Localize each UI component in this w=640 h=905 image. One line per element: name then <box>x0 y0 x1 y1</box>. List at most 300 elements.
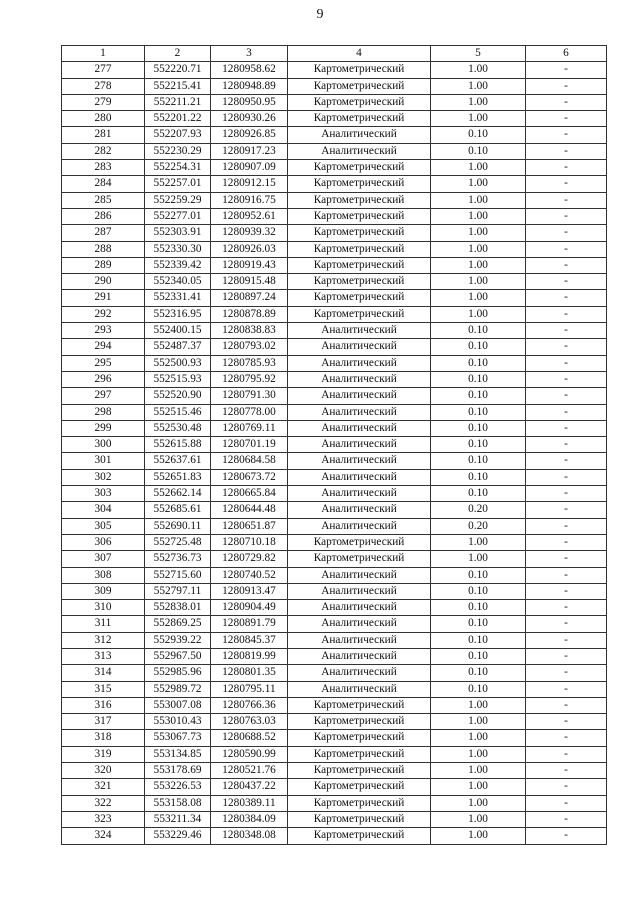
table-row <box>62 811 607 827</box>
table-row <box>62 371 607 387</box>
x-coordinate-cell: 552215.41 <box>145 78 211 94</box>
note-cell: - <box>526 697 607 713</box>
point-number-cell: 286 <box>62 208 145 224</box>
point-number-cell: 283 <box>62 160 145 176</box>
method-cell: Картометрический <box>288 274 431 290</box>
table-row <box>62 160 607 176</box>
y-coordinate-cell: 1280521.76 <box>211 763 288 779</box>
method-cell: Аналитический <box>288 567 431 583</box>
note-cell: - <box>526 160 607 176</box>
accuracy-cell: 0.10 <box>431 583 526 599</box>
note-cell: - <box>526 388 607 404</box>
accuracy-cell: 0.10 <box>431 632 526 648</box>
point-number-cell: 309 <box>62 583 145 599</box>
accuracy-cell: 0.10 <box>431 681 526 697</box>
table-row <box>62 94 607 110</box>
x-coordinate-cell: 552330.30 <box>145 241 211 257</box>
method-cell: Аналитический <box>288 665 431 681</box>
method-cell: Картометрический <box>288 714 431 730</box>
y-coordinate-cell: 1280913.47 <box>211 583 288 599</box>
point-number-cell: 277 <box>62 62 145 78</box>
table-row <box>62 502 607 518</box>
y-coordinate-cell: 1280912.15 <box>211 176 288 192</box>
column-header: 3 <box>211 46 288 62</box>
table-row <box>62 779 607 795</box>
y-coordinate-cell: 1280907.09 <box>211 160 288 176</box>
method-cell: Картометрический <box>288 534 431 550</box>
x-coordinate-cell: 552277.01 <box>145 208 211 224</box>
y-coordinate-cell: 1280948.89 <box>211 78 288 94</box>
accuracy-cell: 1.00 <box>431 714 526 730</box>
accuracy-cell: 1.00 <box>431 746 526 762</box>
note-cell: - <box>526 583 607 599</box>
x-coordinate-cell: 553010.43 <box>145 714 211 730</box>
accuracy-cell: 1.00 <box>431 828 526 844</box>
point-number-cell: 282 <box>62 143 145 159</box>
note-cell: - <box>526 518 607 534</box>
accuracy-cell: 0.10 <box>431 665 526 681</box>
method-cell: Аналитический <box>288 469 431 485</box>
method-cell: Картометрический <box>288 176 431 192</box>
x-coordinate-cell: 552690.11 <box>145 518 211 534</box>
table-row <box>62 306 607 322</box>
accuracy-cell: 0.10 <box>431 648 526 664</box>
point-number-cell: 287 <box>62 225 145 241</box>
table-row <box>62 714 607 730</box>
accuracy-cell: 1.00 <box>431 241 526 257</box>
point-number-cell: 299 <box>62 420 145 436</box>
x-coordinate-cell: 552331.41 <box>145 290 211 306</box>
accuracy-cell: 1.00 <box>431 192 526 208</box>
point-number-cell: 278 <box>62 78 145 94</box>
x-coordinate-cell: 552257.01 <box>145 176 211 192</box>
table-row <box>62 518 607 534</box>
table-row <box>62 665 607 681</box>
method-cell: Аналитический <box>288 355 431 371</box>
method-cell: Аналитический <box>288 323 431 339</box>
point-number-cell: 291 <box>62 290 145 306</box>
table-row <box>62 583 607 599</box>
point-number-cell: 297 <box>62 388 145 404</box>
y-coordinate-cell: 1280939.32 <box>211 225 288 241</box>
note-cell: - <box>526 127 607 143</box>
accuracy-cell: 1.00 <box>431 274 526 290</box>
method-cell: Картометрический <box>288 763 431 779</box>
column-header: 4 <box>288 46 431 62</box>
accuracy-cell: 0.20 <box>431 518 526 534</box>
x-coordinate-cell: 552662.14 <box>145 486 211 502</box>
table-body <box>62 62 607 844</box>
method-cell: Картометрический <box>288 730 431 746</box>
y-coordinate-cell: 1280590.99 <box>211 746 288 762</box>
note-cell: - <box>526 306 607 322</box>
table-row <box>62 420 607 436</box>
method-cell: Аналитический <box>288 339 431 355</box>
point-number-cell: 288 <box>62 241 145 257</box>
method-cell: Картометрический <box>288 697 431 713</box>
y-coordinate-cell: 1280795.11 <box>211 681 288 697</box>
note-cell: - <box>526 339 607 355</box>
method-cell: Картометрический <box>288 208 431 224</box>
accuracy-cell: 1.00 <box>431 176 526 192</box>
y-coordinate-cell: 1280769.11 <box>211 420 288 436</box>
point-number-cell: 323 <box>62 811 145 827</box>
note-cell: - <box>526 225 607 241</box>
y-coordinate-cell: 1280651.87 <box>211 518 288 534</box>
accuracy-cell: 1.00 <box>431 78 526 94</box>
y-coordinate-cell: 1280740.52 <box>211 567 288 583</box>
point-number-cell: 279 <box>62 94 145 110</box>
note-cell: - <box>526 763 607 779</box>
table-row <box>62 257 607 273</box>
accuracy-cell: 0.10 <box>431 355 526 371</box>
point-number-cell: 316 <box>62 697 145 713</box>
table-row <box>62 828 607 844</box>
x-coordinate-cell: 552316.95 <box>145 306 211 322</box>
method-cell: Картометрический <box>288 746 431 762</box>
table-row <box>62 339 607 355</box>
y-coordinate-cell: 1280919.43 <box>211 257 288 273</box>
accuracy-cell: 0.10 <box>431 404 526 420</box>
point-number-cell: 280 <box>62 111 145 127</box>
accuracy-cell: 1.00 <box>431 62 526 78</box>
table-row <box>62 437 607 453</box>
x-coordinate-cell: 552220.71 <box>145 62 211 78</box>
x-coordinate-cell: 552515.46 <box>145 404 211 420</box>
note-cell: - <box>526 290 607 306</box>
point-number-cell: 301 <box>62 453 145 469</box>
accuracy-cell: 1.00 <box>431 208 526 224</box>
method-cell: Аналитический <box>288 404 431 420</box>
method-cell: Картометрический <box>288 192 431 208</box>
point-number-cell: 289 <box>62 257 145 273</box>
table-row <box>62 62 607 78</box>
table-row <box>62 111 607 127</box>
page-number: 9 <box>316 7 324 22</box>
x-coordinate-cell: 552797.11 <box>145 583 211 599</box>
point-number-cell: 308 <box>62 567 145 583</box>
y-coordinate-cell: 1280838.83 <box>211 323 288 339</box>
method-cell: Аналитический <box>288 437 431 453</box>
x-coordinate-cell: 553229.46 <box>145 828 211 844</box>
note-cell: - <box>526 648 607 664</box>
x-coordinate-cell: 552637.61 <box>145 453 211 469</box>
y-coordinate-cell: 1280878.89 <box>211 306 288 322</box>
y-coordinate-cell: 1280950.95 <box>211 94 288 110</box>
table-row <box>62 648 607 664</box>
note-cell: - <box>526 192 607 208</box>
y-coordinate-cell: 1280930.26 <box>211 111 288 127</box>
x-coordinate-cell: 553134.85 <box>145 746 211 762</box>
method-cell: Аналитический <box>288 486 431 502</box>
note-cell: - <box>526 323 607 339</box>
note-cell: - <box>526 551 607 567</box>
x-coordinate-cell: 552651.83 <box>145 469 211 485</box>
accuracy-cell: 1.00 <box>431 160 526 176</box>
accuracy-cell: 1.00 <box>431 779 526 795</box>
y-coordinate-cell: 1280845.37 <box>211 632 288 648</box>
y-coordinate-cell: 1280785.93 <box>211 355 288 371</box>
point-number-cell: 302 <box>62 469 145 485</box>
point-number-cell: 284 <box>62 176 145 192</box>
note-cell: - <box>526 404 607 420</box>
point-number-cell: 305 <box>62 518 145 534</box>
table-row <box>62 388 607 404</box>
point-number-cell: 310 <box>62 600 145 616</box>
table-row <box>62 551 607 567</box>
note-cell: - <box>526 779 607 795</box>
table-row <box>62 225 607 241</box>
y-coordinate-cell: 1280793.02 <box>211 339 288 355</box>
point-number-cell: 290 <box>62 274 145 290</box>
note-cell: - <box>526 486 607 502</box>
point-number-cell: 296 <box>62 371 145 387</box>
point-number-cell: 320 <box>62 763 145 779</box>
point-number-cell: 324 <box>62 828 145 844</box>
y-coordinate-cell: 1280778.00 <box>211 404 288 420</box>
note-cell: - <box>526 78 607 94</box>
method-cell: Аналитический <box>288 518 431 534</box>
y-coordinate-cell: 1280795.92 <box>211 371 288 387</box>
y-coordinate-cell: 1280688.52 <box>211 730 288 746</box>
x-coordinate-cell: 552259.29 <box>145 192 211 208</box>
x-coordinate-cell: 552715.60 <box>145 567 211 583</box>
note-cell: - <box>526 681 607 697</box>
note-cell: - <box>526 795 607 811</box>
method-cell: Аналитический <box>288 600 431 616</box>
column-header: 2 <box>145 46 211 62</box>
table-row <box>62 632 607 648</box>
note-cell: - <box>526 665 607 681</box>
table-row <box>62 697 607 713</box>
y-coordinate-cell: 1280348.08 <box>211 828 288 844</box>
y-coordinate-cell: 1280916.75 <box>211 192 288 208</box>
method-cell: Картометрический <box>288 795 431 811</box>
y-coordinate-cell: 1280437.22 <box>211 779 288 795</box>
point-number-cell: 312 <box>62 632 145 648</box>
table-row <box>62 453 607 469</box>
note-cell: - <box>526 616 607 632</box>
note-cell: - <box>526 208 607 224</box>
point-number-cell: 293 <box>62 323 145 339</box>
y-coordinate-cell: 1280763.03 <box>211 714 288 730</box>
method-cell: Картометрический <box>288 257 431 273</box>
accuracy-cell: 1.00 <box>431 795 526 811</box>
note-cell: - <box>526 176 607 192</box>
y-coordinate-cell: 1280766.36 <box>211 697 288 713</box>
method-cell: Аналитический <box>288 616 431 632</box>
y-coordinate-cell: 1280958.62 <box>211 62 288 78</box>
accuracy-cell: 1.00 <box>431 730 526 746</box>
table-row <box>62 355 607 371</box>
x-coordinate-cell: 552725.48 <box>145 534 211 550</box>
x-coordinate-cell: 552487.37 <box>145 339 211 355</box>
method-cell: Картометрический <box>288 62 431 78</box>
column-header: 1 <box>62 46 145 62</box>
accuracy-cell: 0.10 <box>431 469 526 485</box>
x-coordinate-cell: 552500.93 <box>145 355 211 371</box>
note-cell: - <box>526 534 607 550</box>
accuracy-cell: 0.10 <box>431 616 526 632</box>
method-cell: Картометрический <box>288 779 431 795</box>
y-coordinate-cell: 1280710.18 <box>211 534 288 550</box>
x-coordinate-cell: 552254.31 <box>145 160 211 176</box>
method-cell: Картометрический <box>288 160 431 176</box>
accuracy-cell: 1.00 <box>431 257 526 273</box>
method-cell: Аналитический <box>288 388 431 404</box>
accuracy-cell: 0.10 <box>431 371 526 387</box>
note-cell: - <box>526 730 607 746</box>
point-number-cell: 313 <box>62 648 145 664</box>
point-number-cell: 317 <box>62 714 145 730</box>
point-number-cell: 321 <box>62 779 145 795</box>
x-coordinate-cell: 552869.25 <box>145 616 211 632</box>
table-row <box>62 274 607 290</box>
y-coordinate-cell: 1280926.03 <box>211 241 288 257</box>
point-number-cell: 292 <box>62 306 145 322</box>
accuracy-cell: 1.00 <box>431 534 526 550</box>
table-row <box>62 78 607 94</box>
y-coordinate-cell: 1280665.84 <box>211 486 288 502</box>
accuracy-cell: 0.10 <box>431 339 526 355</box>
table-row <box>62 567 607 583</box>
point-number-cell: 314 <box>62 665 145 681</box>
note-cell: - <box>526 94 607 110</box>
accuracy-cell: 1.00 <box>431 811 526 827</box>
x-coordinate-cell: 552838.01 <box>145 600 211 616</box>
method-cell: Аналитический <box>288 420 431 436</box>
point-number-cell: 300 <box>62 437 145 453</box>
point-number-cell: 311 <box>62 616 145 632</box>
table-row <box>62 176 607 192</box>
point-number-cell: 303 <box>62 486 145 502</box>
x-coordinate-cell: 552207.93 <box>145 127 211 143</box>
x-coordinate-cell: 553067.73 <box>145 730 211 746</box>
x-coordinate-cell: 552989.72 <box>145 681 211 697</box>
point-number-cell: 307 <box>62 551 145 567</box>
y-coordinate-cell: 1280644.48 <box>211 502 288 518</box>
x-coordinate-cell: 552736.73 <box>145 551 211 567</box>
note-cell: - <box>526 274 607 290</box>
method-cell: Картометрический <box>288 111 431 127</box>
y-coordinate-cell: 1280904.49 <box>211 600 288 616</box>
x-coordinate-cell: 552340.05 <box>145 274 211 290</box>
x-coordinate-cell: 553007.08 <box>145 697 211 713</box>
y-coordinate-cell: 1280673.72 <box>211 469 288 485</box>
x-coordinate-cell: 552201.22 <box>145 111 211 127</box>
y-coordinate-cell: 1280952.61 <box>211 208 288 224</box>
x-coordinate-cell: 552515.93 <box>145 371 211 387</box>
table-row <box>62 746 607 762</box>
note-cell: - <box>526 600 607 616</box>
accuracy-cell: 1.00 <box>431 290 526 306</box>
x-coordinate-cell: 552339.42 <box>145 257 211 273</box>
table-row <box>62 730 607 746</box>
table-row <box>62 404 607 420</box>
note-cell: - <box>526 420 607 436</box>
point-number-cell: 322 <box>62 795 145 811</box>
method-cell: Картометрический <box>288 306 431 322</box>
column-header: 5 <box>431 46 526 62</box>
method-cell: Аналитический <box>288 143 431 159</box>
x-coordinate-cell: 552303.91 <box>145 225 211 241</box>
point-number-cell: 318 <box>62 730 145 746</box>
point-number-cell: 304 <box>62 502 145 518</box>
note-cell: - <box>526 111 607 127</box>
accuracy-cell: 0.10 <box>431 486 526 502</box>
table-row <box>62 208 607 224</box>
table-row <box>62 763 607 779</box>
x-coordinate-cell: 552985.96 <box>145 665 211 681</box>
x-coordinate-cell: 552530.48 <box>145 420 211 436</box>
x-coordinate-cell: 553211.34 <box>145 811 211 827</box>
accuracy-cell: 0.10 <box>431 453 526 469</box>
accuracy-cell: 1.00 <box>431 225 526 241</box>
accuracy-cell: 1.00 <box>431 551 526 567</box>
note-cell: - <box>526 355 607 371</box>
table-row <box>62 600 607 616</box>
x-coordinate-cell: 552685.61 <box>145 502 211 518</box>
column-header: 6 <box>526 46 607 62</box>
y-coordinate-cell: 1280684.58 <box>211 453 288 469</box>
point-number-cell: 285 <box>62 192 145 208</box>
point-number-cell: 295 <box>62 355 145 371</box>
accuracy-cell: 0.10 <box>431 388 526 404</box>
note-cell: - <box>526 567 607 583</box>
method-cell: Картометрический <box>288 551 431 567</box>
note-cell: - <box>526 632 607 648</box>
note-cell: - <box>526 469 607 485</box>
y-coordinate-cell: 1280926.85 <box>211 127 288 143</box>
y-coordinate-cell: 1280897.24 <box>211 290 288 306</box>
method-cell: Аналитический <box>288 453 431 469</box>
table-row <box>62 681 607 697</box>
y-coordinate-cell: 1280791.30 <box>211 388 288 404</box>
y-coordinate-cell: 1280891.79 <box>211 616 288 632</box>
x-coordinate-cell: 552211.21 <box>145 94 211 110</box>
note-cell: - <box>526 257 607 273</box>
accuracy-cell: 0.10 <box>431 567 526 583</box>
point-number-cell: 315 <box>62 681 145 697</box>
table-row <box>62 143 607 159</box>
x-coordinate-cell: 552615.88 <box>145 437 211 453</box>
coordinates-table <box>61 45 607 845</box>
table-row <box>62 323 607 339</box>
y-coordinate-cell: 1280915.48 <box>211 274 288 290</box>
table-row <box>62 241 607 257</box>
x-coordinate-cell: 552400.15 <box>145 323 211 339</box>
x-coordinate-cell: 552967.50 <box>145 648 211 664</box>
accuracy-cell: 1.00 <box>431 763 526 779</box>
x-coordinate-cell: 553158.08 <box>145 795 211 811</box>
y-coordinate-cell: 1280389.11 <box>211 795 288 811</box>
accuracy-cell: 1.00 <box>431 697 526 713</box>
point-number-cell: 319 <box>62 746 145 762</box>
method-cell: Аналитический <box>288 648 431 664</box>
point-number-cell: 298 <box>62 404 145 420</box>
y-coordinate-cell: 1280729.82 <box>211 551 288 567</box>
x-coordinate-cell: 553226.53 <box>145 779 211 795</box>
accuracy-cell: 0.10 <box>431 143 526 159</box>
table-row <box>62 127 607 143</box>
x-coordinate-cell: 552230.29 <box>145 143 211 159</box>
method-cell: Аналитический <box>288 371 431 387</box>
y-coordinate-cell: 1280701.19 <box>211 437 288 453</box>
method-cell: Картометрический <box>288 94 431 110</box>
x-coordinate-cell: 552939.22 <box>145 632 211 648</box>
y-coordinate-cell: 1280819.99 <box>211 648 288 664</box>
method-cell: Картометрический <box>288 78 431 94</box>
